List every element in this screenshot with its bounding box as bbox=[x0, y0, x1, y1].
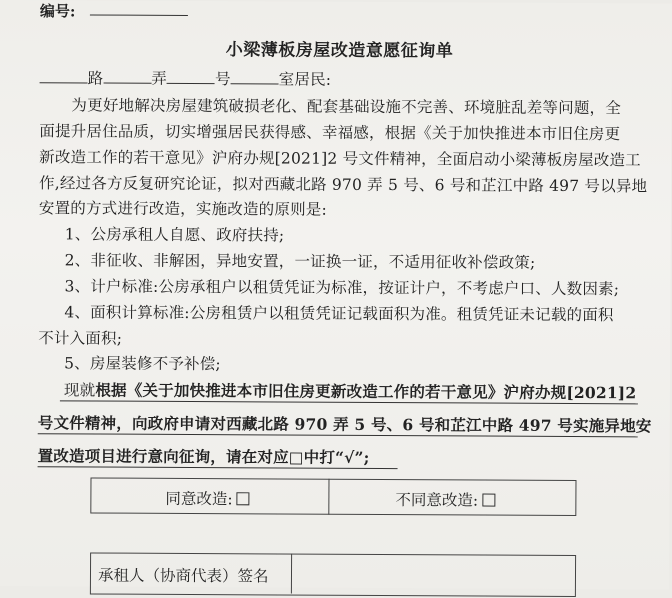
request-basis: 根据《关于加快推进本市旧住房更新改造工作的若干意见》沪府办规[2021]2 bbox=[95, 380, 637, 403]
disagree-checkbox[interactable] bbox=[482, 494, 495, 507]
number-label: 编号: bbox=[39, 2, 76, 21]
intro-line-5: 安置的方式进行改造，实施改造的原则是: bbox=[38, 199, 327, 219]
principle-2: 2、非征收、非解困，异地安置，一证换一证，不适用征收补偿政策; bbox=[64, 251, 536, 272]
road-label: 路 bbox=[87, 69, 104, 88]
request-line-2: 号文件精神，向政府申请对西藏北路 970 弄 5 号、6 号和芷江中路 497 号实施异地安 bbox=[37, 413, 652, 436]
consent-divider bbox=[328, 479, 329, 515]
disagree-label: 不同意改造: bbox=[395, 491, 479, 510]
principle-5: 5、房屋装修不予补偿; bbox=[64, 354, 221, 374]
request-line-1 bbox=[64, 378, 637, 403]
principle-4b: 不计入面积; bbox=[38, 329, 123, 348]
agree-option[interactable] bbox=[165, 487, 249, 509]
agree-label: 同意改造: bbox=[165, 489, 233, 509]
intro-line-3: 新改造工作的若干意见》沪府办规[2021]2 号文件精神，全面启动小梁薄板房屋改造工 bbox=[39, 148, 641, 170]
intro-line-2: 面提升居住品质，切实增强居民获得感、幸福感，根据《关于加快推进本市旧住房更 bbox=[39, 122, 621, 144]
principle-4a: 4、面积计算标准:公房租赁户以租赁凭证记载面积为准。租赁凭证未记载的面积 bbox=[64, 303, 614, 325]
tenant-signature-label: 承租人（协商代表）签名 bbox=[97, 566, 269, 586]
number-blank bbox=[90, 14, 188, 16]
number-blank-addr bbox=[167, 69, 215, 84]
form-title: 小梁薄板房屋改造意愿征询单 bbox=[225, 40, 454, 62]
principle-3: 3、计户标准:公房承租户以租赁凭证为标准，按证计户，不考虑户口、人数因素; bbox=[64, 277, 620, 299]
number-label-addr: 号 bbox=[214, 70, 231, 89]
request-prefix: 现就 bbox=[63, 381, 96, 400]
consent-options-row bbox=[90, 477, 576, 516]
intro-line-1: 为更好地解决房屋建筑破损老化、配套基础设施不完善、环境脏乱差等问题，全 bbox=[71, 96, 622, 118]
tenant-signature-field[interactable] bbox=[292, 555, 572, 592]
room-label: 室居民: bbox=[278, 70, 332, 89]
lane-blank bbox=[103, 69, 151, 84]
room-blank bbox=[231, 69, 279, 84]
agree-checkbox[interactable] bbox=[237, 492, 250, 505]
lane-label: 弄 bbox=[151, 69, 168, 88]
disagree-option[interactable] bbox=[395, 488, 495, 511]
road-blank bbox=[40, 68, 88, 83]
intro-line-4: 作,经过各方反复研究论证，拟对西藏北路 970 弄 5 号、6 号和芷江中路 497 号以异地 bbox=[38, 174, 648, 196]
address-line bbox=[40, 66, 332, 90]
principle-1: 1、公房承租人自愿、政府扶持; bbox=[64, 225, 285, 245]
request-line-3: 置改造项目进行意向征询，请在对应□中打“√”; bbox=[37, 446, 370, 467]
